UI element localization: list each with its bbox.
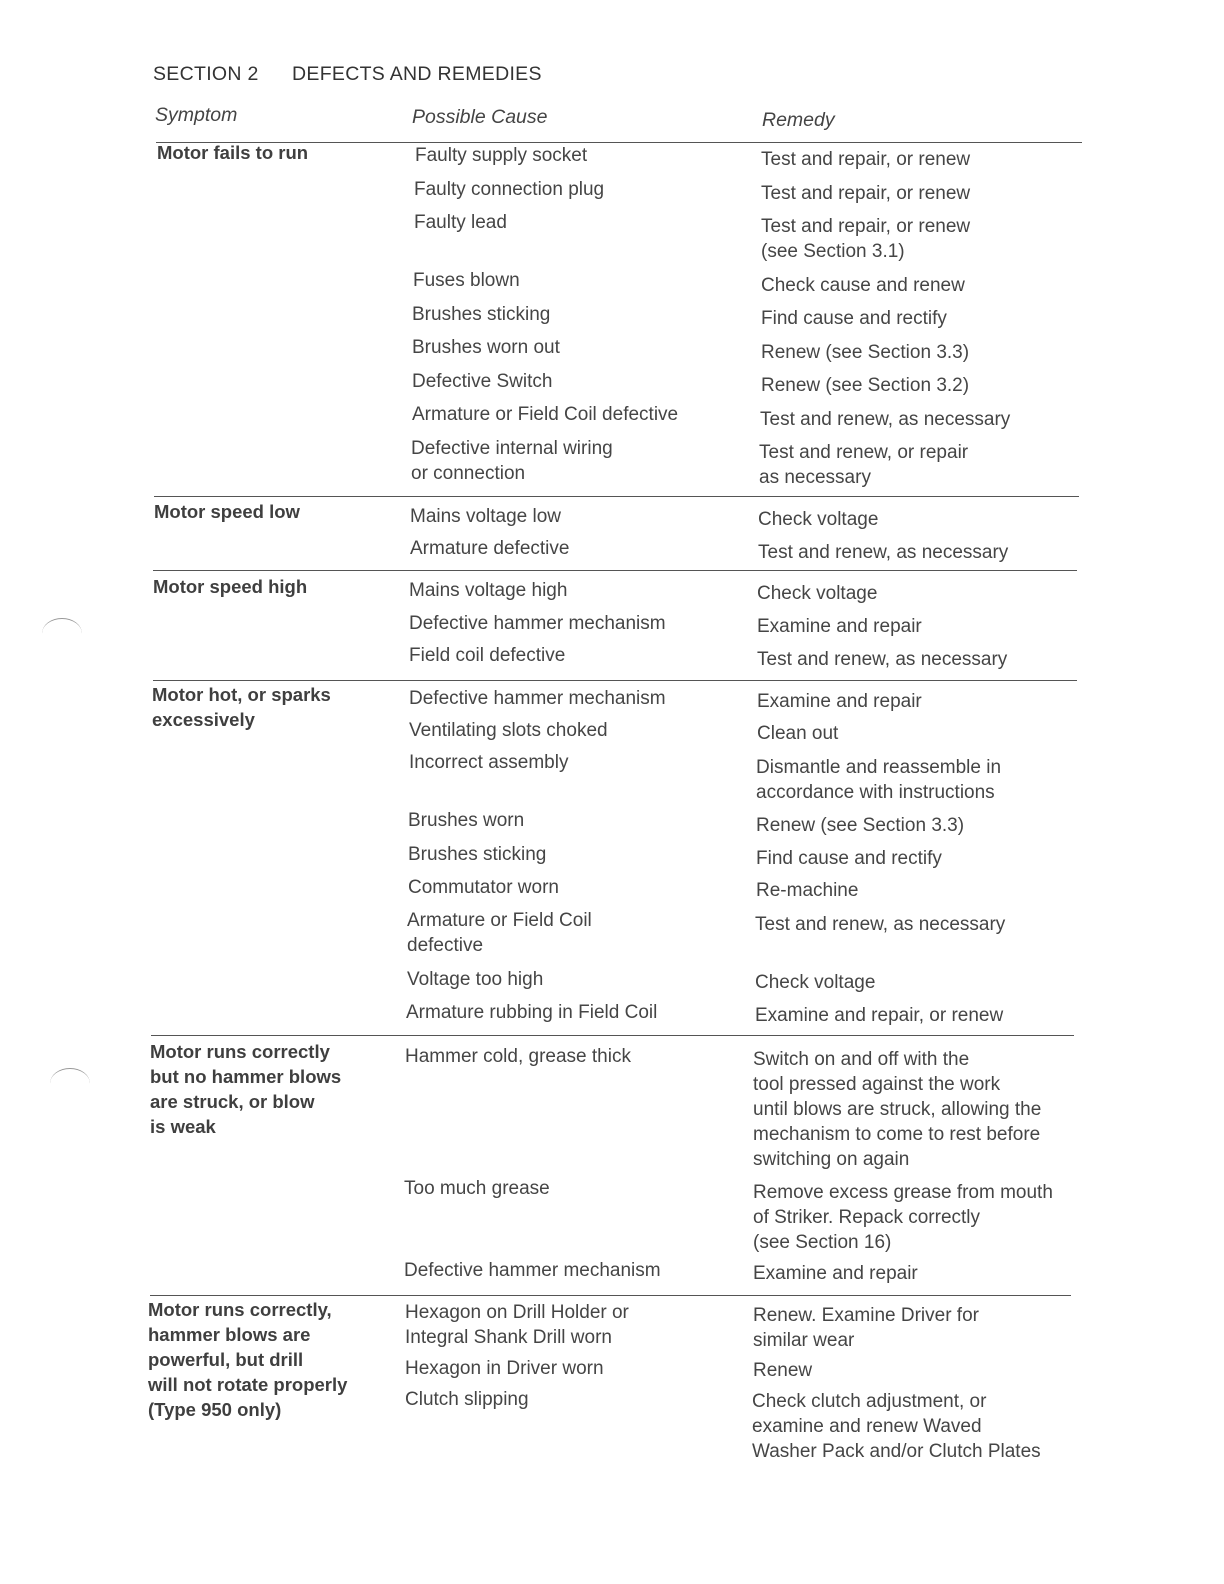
remedy-cell: Find cause and rectify <box>756 848 942 869</box>
remedy-cell: Check voltage <box>755 972 876 993</box>
possible-cause-cell: Hexagon in Driver worn <box>405 1358 604 1379</box>
column-header-remedy: Remedy <box>762 109 835 131</box>
remedy-cell: Switch on and off with the tool pressed against the work until blows are struck, allowing the mechanism to come to rest before switching on again <box>753 1049 1042 1170</box>
symptom-cell: Motor speed low <box>154 501 300 522</box>
column-header-symptom: Symptom <box>155 104 238 126</box>
possible-cause-cell: Fuses blown <box>413 270 520 291</box>
section-number: SECTION 2 <box>153 63 259 85</box>
punch-hole-mark <box>42 618 82 649</box>
section-heading <box>153 63 542 86</box>
remedy-cell: Test and repair, or renew <box>761 183 971 204</box>
possible-cause-cell: Mains voltage high <box>409 580 568 601</box>
symptom-cell: Motor fails to run <box>157 142 309 163</box>
possible-cause-cell: Armature defective <box>410 538 570 559</box>
remedy-cell: Renew <box>753 1360 813 1381</box>
remedy-cell: Test and renew, as necessary <box>760 409 1011 430</box>
remedy-cell: Clean out <box>757 723 839 744</box>
possible-cause-cell: Armature rubbing in Field Coil <box>406 1002 658 1023</box>
possible-cause-cell: Faulty supply socket <box>415 145 588 166</box>
remedy-cell: Find cause and rectify <box>761 308 947 329</box>
remedy-cell: Examine and repair <box>753 1263 918 1284</box>
remedy-cell: Test and repair, or renew (see Section 3.1) <box>761 216 971 262</box>
remedy-cell: Examine and repair <box>757 616 922 637</box>
remedy-cell: Re-machine <box>756 880 859 901</box>
possible-cause-cell: Clutch slipping <box>405 1389 529 1410</box>
possible-cause-cell: Incorrect assembly <box>409 752 569 773</box>
symptom-cell: Motor hot, or sparks excessively <box>152 684 331 730</box>
remedy-cell: Check clutch adjustment, or examine and renew Waved Washer Pack and/or Clutch Plates <box>752 1391 1041 1462</box>
group-divider <box>153 680 1077 681</box>
possible-cause-cell: Voltage too high <box>407 969 544 990</box>
group-divider <box>151 1035 1074 1036</box>
remedy-cell: Test and renew, as necessary <box>757 649 1008 670</box>
possible-cause-cell: Faulty lead <box>414 212 507 233</box>
symptom-cell: Motor speed high <box>153 576 308 597</box>
remedy-cell: Test and repair, or renew <box>761 149 971 170</box>
symptom-cell: Motor runs correctly but no hammer blows are struck, or blow is weak <box>150 1041 342 1137</box>
column-header-cause: Possible Cause <box>412 106 548 128</box>
possible-cause-cell: Hammer cold, grease thick <box>405 1046 631 1067</box>
possible-cause-cell: Defective Switch <box>412 371 553 392</box>
remedy-cell: Examine and repair <box>757 691 922 712</box>
possible-cause-cell: Field coil defective <box>409 645 566 666</box>
remedy-cell: Renew. Examine Driver for similar wear <box>753 1305 979 1351</box>
remedy-cell: Check voltage <box>757 583 878 604</box>
section-title: DEFECTS AND REMEDIES <box>292 63 542 85</box>
possible-cause-cell: Armature or Field Coil defective <box>412 404 679 425</box>
possible-cause-cell: Defective hammer mechanism <box>409 688 666 709</box>
possible-cause-cell: Hexagon on Drill Holder or Integral Shank Drill worn <box>405 1302 629 1348</box>
group-divider <box>150 1295 1071 1296</box>
possible-cause-cell: Ventilating slots choked <box>409 720 608 741</box>
remedy-cell: Renew (see Section 3.2) <box>761 375 970 396</box>
possible-cause-cell: Armature or Field Coil defective <box>407 910 592 956</box>
remedy-cell: Check voltage <box>758 509 879 530</box>
remedy-cell: Dismantle and reassemble in accordance with instructions <box>756 757 1002 803</box>
remedy-cell: Test and renew, as necessary <box>755 914 1006 935</box>
possible-cause-cell: Defective hammer mechanism <box>409 613 666 634</box>
remedy-cell: Remove excess grease from mouth of Striker. Repack correctly (see Section 16) <box>753 1182 1053 1253</box>
possible-cause-cell: Defective hammer mechanism <box>404 1260 661 1281</box>
punch-hole-mark <box>50 1068 90 1099</box>
possible-cause-cell: Too much grease <box>404 1178 550 1199</box>
possible-cause-cell: Brushes sticking <box>412 304 551 325</box>
possible-cause-cell: Brushes worn <box>408 810 525 831</box>
group-divider <box>154 496 1079 497</box>
possible-cause-cell: Brushes worn out <box>412 337 560 358</box>
possible-cause-cell: Brushes sticking <box>408 844 547 865</box>
group-divider <box>153 570 1077 571</box>
remedy-cell: Test and renew, or repair as necessary <box>759 442 969 488</box>
remedy-cell: Examine and repair, or renew <box>755 1005 1004 1026</box>
symptom-cell: Motor runs correctly, hammer blows are powerful, but drill will not rotate properly (Type 950 only) <box>148 1299 348 1420</box>
possible-cause-cell: Mains voltage low <box>410 506 562 527</box>
remedy-cell: Test and renew, as necessary <box>758 542 1009 563</box>
possible-cause-cell: Faulty connection plug <box>414 179 605 200</box>
remedy-cell: Renew (see Section 3.3) <box>761 342 970 363</box>
possible-cause-cell: Defective internal wiring or connection <box>411 438 613 484</box>
remedy-cell: Check cause and renew <box>761 275 965 296</box>
possible-cause-cell: Commutator worn <box>408 877 559 898</box>
remedy-cell: Renew (see Section 3.3) <box>756 815 965 836</box>
